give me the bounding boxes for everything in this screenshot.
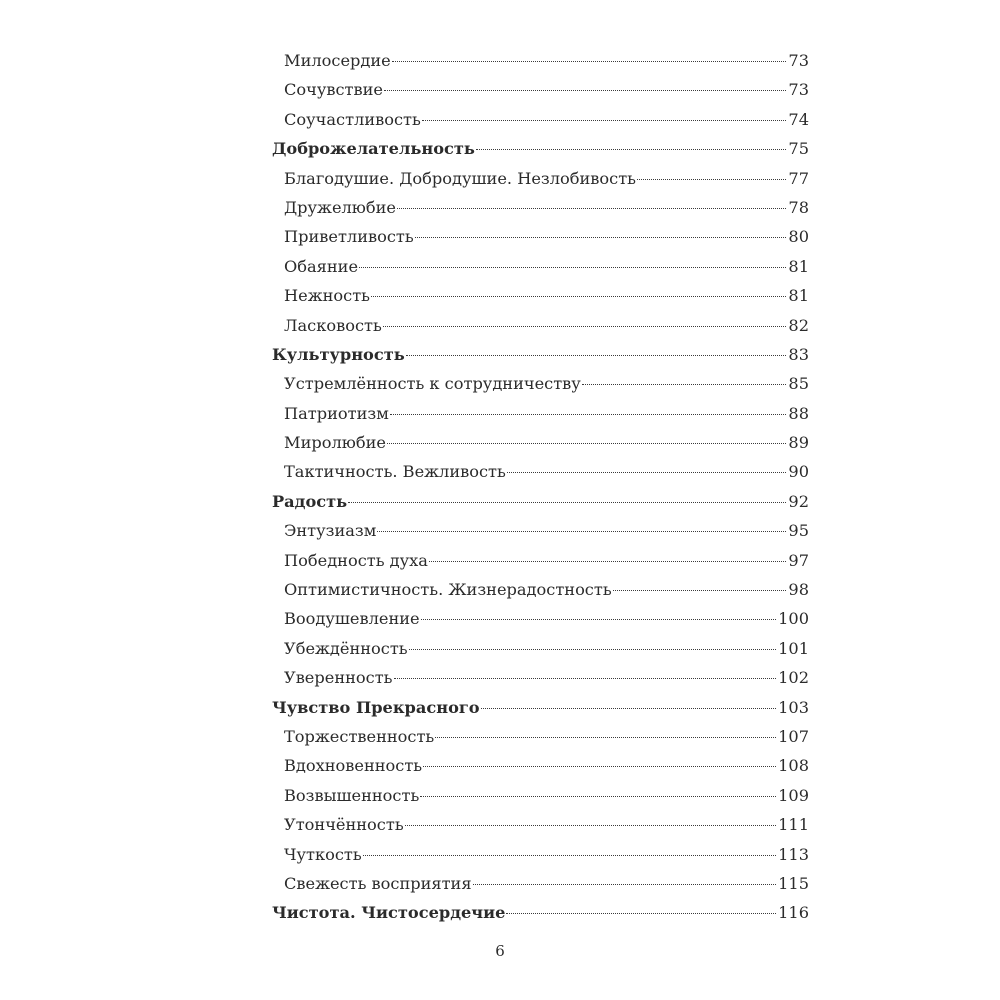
toc-entry-title: Сочувствие [284, 80, 383, 100]
table-of-contents [272, 46, 809, 928]
toc-entry-title: Нежность [284, 286, 370, 306]
dot-leader [377, 531, 786, 532]
toc-entry-page: 97 [788, 550, 809, 570]
toc-entry [272, 751, 809, 780]
toc-entry-page: 113 [778, 844, 809, 864]
toc-entry-title: Чистота. Чистосердечие [272, 903, 506, 923]
toc-entry-page: 77 [788, 168, 809, 188]
toc-entry [272, 252, 809, 281]
toc-entry [272, 663, 809, 692]
dot-leader [582, 384, 787, 385]
toc-entry-page: 109 [778, 785, 809, 805]
dot-leader [409, 649, 776, 650]
dot-leader [397, 208, 786, 209]
dot-leader [348, 502, 786, 503]
toc-entry [272, 869, 809, 898]
dot-leader [394, 678, 777, 679]
toc-entry [272, 546, 809, 575]
toc-entry-title: Возвышенность [284, 785, 420, 805]
toc-entry-title: Оптимистичность. Жизнерадостность [284, 580, 612, 600]
toc-entry [272, 311, 809, 340]
toc-entry-title: Доброжелательность [272, 139, 475, 159]
dot-leader [406, 355, 787, 356]
toc-section-entry [272, 134, 809, 163]
dot-leader [481, 708, 777, 709]
toc-entry [272, 105, 809, 134]
toc-entry-title: Культурность [272, 344, 405, 364]
dot-leader [392, 61, 787, 62]
dot-leader [435, 737, 776, 738]
dot-leader [390, 414, 787, 415]
toc-entry-title: Милосердие [284, 51, 391, 70]
toc-entry-title: Миролюбие [284, 433, 386, 453]
toc-entry-page: 74 [788, 109, 809, 129]
toc-entry [272, 604, 809, 633]
toc-entry-page: 107 [778, 726, 809, 746]
dot-leader [429, 561, 786, 562]
dot-leader [473, 884, 777, 885]
toc-entry-page: 81 [788, 256, 809, 276]
toc-entry-page: 89 [788, 433, 809, 453]
toc-entry [272, 46, 809, 75]
toc-entry-title: Утончённость [284, 815, 404, 835]
toc-entry-title: Уверенность [284, 668, 393, 688]
toc-entry [272, 575, 809, 604]
toc-entry [272, 810, 809, 839]
toc-entry-title: Воодушевление [284, 609, 420, 629]
toc-entry-page: 92 [788, 491, 809, 511]
toc-entry-page: 73 [788, 80, 809, 100]
toc-entry-page: 81 [788, 286, 809, 306]
toc-entry [272, 281, 809, 310]
toc-entry-title: Энтузиазм [284, 521, 377, 541]
toc-entry-page: 116 [778, 903, 809, 923]
toc-entry [272, 840, 809, 869]
dot-leader [359, 267, 786, 268]
dot-leader [387, 443, 786, 444]
toc-entry-title: Вдохновенность [284, 756, 423, 776]
toc-entry-title: Радость [272, 491, 348, 511]
toc-entry-title: Соучастливость [284, 109, 421, 129]
toc-entry [272, 222, 809, 251]
toc-entry-page: 103 [778, 697, 809, 717]
dot-leader [371, 296, 786, 297]
toc-section-entry [272, 898, 809, 927]
toc-entry-title: Чуткость [284, 844, 362, 864]
dot-leader [383, 326, 787, 327]
toc-entry-title: Обаяние [284, 256, 359, 276]
toc-section-entry [272, 487, 809, 516]
dot-leader [384, 90, 786, 91]
toc-entry-page: 111 [778, 815, 809, 835]
toc-entry-page: 78 [788, 197, 809, 217]
toc-entry-page: 108 [778, 756, 809, 776]
toc-entry-page: 98 [788, 580, 809, 600]
toc-entry-title: Свежесть восприятия [284, 873, 472, 893]
toc-entry [272, 516, 809, 545]
dot-leader [476, 149, 786, 150]
toc-entry-page: 115 [778, 873, 809, 893]
toc-entry-page: 101 [778, 638, 809, 658]
toc-entry-title: Устремлённость к сотрудничеству [284, 374, 581, 394]
toc-entry-title: Ласковость [284, 315, 382, 335]
dot-leader [422, 120, 787, 121]
toc-entry-page: 100 [778, 609, 809, 629]
toc-entry [272, 634, 809, 663]
toc-entry [272, 722, 809, 751]
toc-entry [272, 164, 809, 193]
toc-entry [272, 457, 809, 486]
toc-entry-page: 82 [788, 315, 809, 335]
toc-entry-page: 102 [778, 668, 809, 688]
toc-entry-page: 73 [788, 51, 809, 70]
dot-leader [506, 913, 776, 914]
dot-leader [613, 590, 787, 591]
toc-entry [272, 781, 809, 810]
dot-leader [363, 855, 776, 856]
page-number: 6 [495, 942, 505, 960]
toc-entry-title: Тактичность. Вежливость [284, 462, 506, 482]
dot-leader [405, 825, 776, 826]
toc-entry [272, 193, 809, 222]
toc-entry [272, 399, 809, 428]
toc-entry-page: 80 [788, 227, 809, 247]
dot-leader [507, 472, 787, 473]
toc-section-entry [272, 340, 809, 369]
toc-section-entry [272, 693, 809, 722]
toc-entry-title: Чувство Прекрасного [272, 697, 480, 717]
toc-entry-page: 83 [788, 344, 809, 364]
toc-entry-title: Патриотизм [284, 403, 389, 423]
toc-entry [272, 75, 809, 104]
toc-entry-page: 75 [788, 139, 809, 159]
toc-entry [272, 428, 809, 457]
toc-entry-title: Торжественность [284, 726, 435, 746]
toc-entry-title: Благодушие. Добродушие. Незлобивость [284, 168, 636, 188]
toc-entry-title: Убеждённость [284, 638, 408, 658]
dot-leader [423, 766, 776, 767]
toc-entry-page: 90 [788, 462, 809, 482]
toc-entry-title: Приветливость [284, 227, 414, 247]
toc-entry-page: 85 [788, 374, 809, 394]
toc-entry-page: 88 [788, 403, 809, 423]
dot-leader [637, 179, 786, 180]
toc-entry-title: Победность духа [284, 550, 428, 570]
dot-leader [421, 619, 776, 620]
dot-leader [415, 237, 787, 238]
toc-entry [272, 369, 809, 398]
toc-entry-page: 95 [788, 521, 809, 541]
dot-leader [420, 796, 776, 797]
toc-entry-title: Дружелюбие [284, 197, 397, 217]
